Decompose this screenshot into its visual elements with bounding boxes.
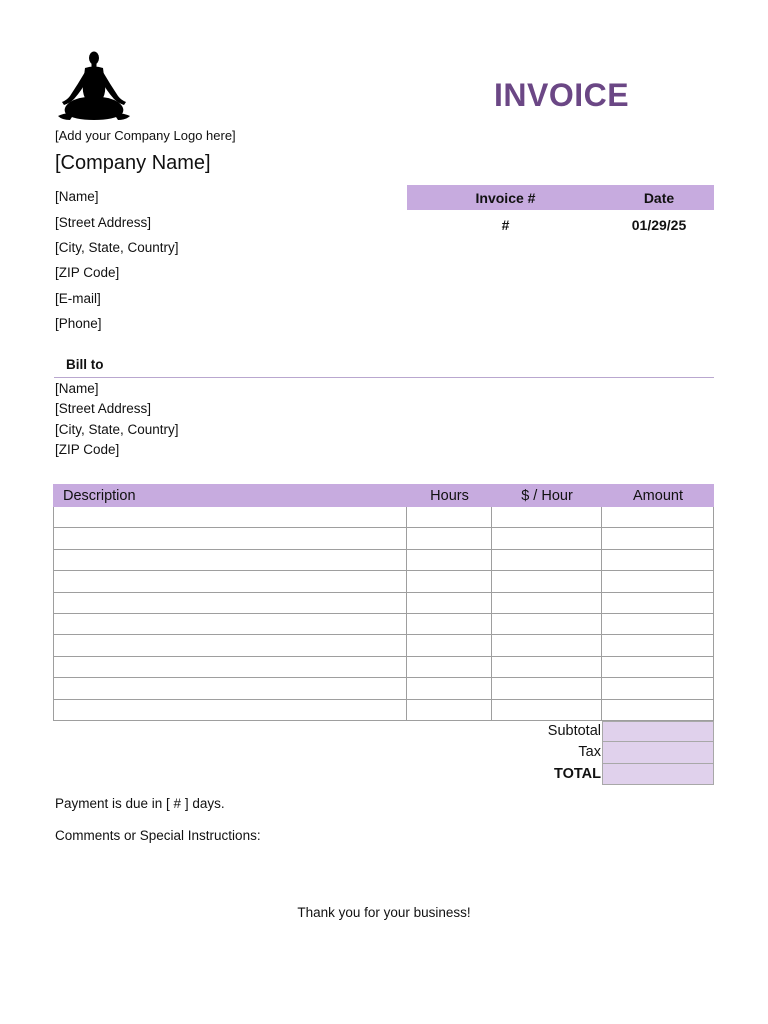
date-label: Date: [643, 189, 675, 206]
invoice-title: INVOICE: [494, 77, 630, 113]
cell-rate[interactable]: [492, 528, 602, 549]
table-row: [53, 614, 714, 635]
cell-description[interactable]: [53, 550, 407, 571]
header-rate: $ / Hour: [521, 487, 573, 504]
bill-to-zip[interactable]: [ZIP Code]: [55, 442, 120, 457]
table-header: [53, 484, 714, 507]
cell-amount[interactable]: [602, 507, 714, 528]
cell-rate[interactable]: [492, 593, 602, 614]
cell-amount[interactable]: [602, 550, 714, 571]
cell-description[interactable]: [53, 635, 407, 656]
cell-description[interactable]: [53, 571, 407, 592]
from-name[interactable]: [Name]: [55, 189, 99, 204]
cell-hours[interactable]: [407, 550, 492, 571]
total-value[interactable]: [602, 764, 714, 785]
header-description: Description: [63, 487, 136, 504]
cell-hours[interactable]: [407, 614, 492, 635]
tax-row: [440, 742, 714, 763]
line-items-table: [53, 484, 714, 721]
meditation-silhouette-icon: [56, 50, 132, 124]
cell-description[interactable]: [53, 593, 407, 614]
from-phone[interactable]: [Phone]: [55, 316, 102, 331]
table-row: [53, 550, 714, 571]
cell-rate[interactable]: [492, 507, 602, 528]
cell-rate[interactable]: [492, 550, 602, 571]
cell-rate[interactable]: [492, 571, 602, 592]
totals-block: [440, 721, 714, 785]
cell-amount[interactable]: [602, 528, 714, 549]
cell-description[interactable]: [53, 507, 407, 528]
header-hours: Hours: [430, 487, 469, 504]
cell-hours[interactable]: [407, 657, 492, 678]
bill-to-label: Bill to: [66, 357, 104, 372]
invoice-info-header: [407, 185, 714, 210]
table-body: [53, 507, 714, 721]
from-street[interactable]: [Street Address]: [55, 215, 152, 230]
cell-rate[interactable]: [492, 678, 602, 699]
bill-to-street[interactable]: [Street Address]: [55, 401, 152, 416]
cell-hours[interactable]: [407, 635, 492, 656]
from-city[interactable]: [City, State, Country]: [55, 240, 179, 255]
logo-caption: [Add your Company Logo here]: [55, 128, 236, 143]
cell-description[interactable]: [53, 657, 407, 678]
table-row: [53, 507, 714, 528]
table-row: [53, 593, 714, 614]
header-amount: Amount: [633, 487, 683, 504]
cell-rate[interactable]: [492, 614, 602, 635]
cell-amount[interactable]: [602, 678, 714, 699]
tax-value[interactable]: [602, 742, 714, 763]
bill-to-divider: [54, 377, 714, 378]
cell-description[interactable]: [53, 614, 407, 635]
payment-note: Payment is due in [ # ] days.: [55, 796, 225, 811]
invoice-info-values: [407, 214, 714, 236]
table-row: [53, 528, 714, 549]
table-row: [53, 657, 714, 678]
cell-hours[interactable]: [407, 528, 492, 549]
cell-hours[interactable]: [407, 700, 492, 721]
from-zip[interactable]: [ZIP Code]: [55, 265, 120, 280]
tax-label: Tax: [578, 744, 601, 761]
cell-amount[interactable]: [602, 614, 714, 635]
date-value[interactable]: 01/29/25: [631, 217, 687, 233]
thank-you-note: Thank you for your business!: [297, 905, 471, 920]
cell-amount[interactable]: [602, 571, 714, 592]
from-email[interactable]: [E-mail]: [55, 291, 101, 306]
cell-hours[interactable]: [407, 507, 492, 528]
comments-label: Comments or Special Instructions:: [55, 828, 261, 843]
total-label: TOTAL: [554, 765, 601, 782]
table-row: [53, 678, 714, 699]
cell-amount[interactable]: [602, 657, 714, 678]
invoice-number-label: Invoice #: [475, 189, 536, 206]
table-row: [53, 700, 714, 721]
cell-amount[interactable]: [602, 593, 714, 614]
cell-rate[interactable]: [492, 635, 602, 656]
bill-to-city[interactable]: [City, State, Country]: [55, 422, 179, 437]
total-row: [440, 764, 714, 785]
cell-rate[interactable]: [492, 657, 602, 678]
cell-description[interactable]: [53, 700, 407, 721]
subtotal-row: [440, 721, 714, 742]
cell-rate[interactable]: [492, 700, 602, 721]
company-name[interactable]: [Company Name]: [55, 152, 211, 174]
subtotal-value[interactable]: [602, 721, 714, 742]
cell-description[interactable]: [53, 528, 407, 549]
table-row: [53, 571, 714, 592]
table-row: [53, 635, 714, 656]
cell-hours[interactable]: [407, 593, 492, 614]
cell-hours[interactable]: [407, 571, 492, 592]
cell-amount[interactable]: [602, 635, 714, 656]
bill-to-name[interactable]: [Name]: [55, 381, 99, 396]
cell-description[interactable]: [53, 678, 407, 699]
cell-amount[interactable]: [602, 700, 714, 721]
invoice-number-value[interactable]: #: [501, 217, 510, 233]
subtotal-label: Subtotal: [547, 723, 601, 739]
cell-hours[interactable]: [407, 678, 492, 699]
